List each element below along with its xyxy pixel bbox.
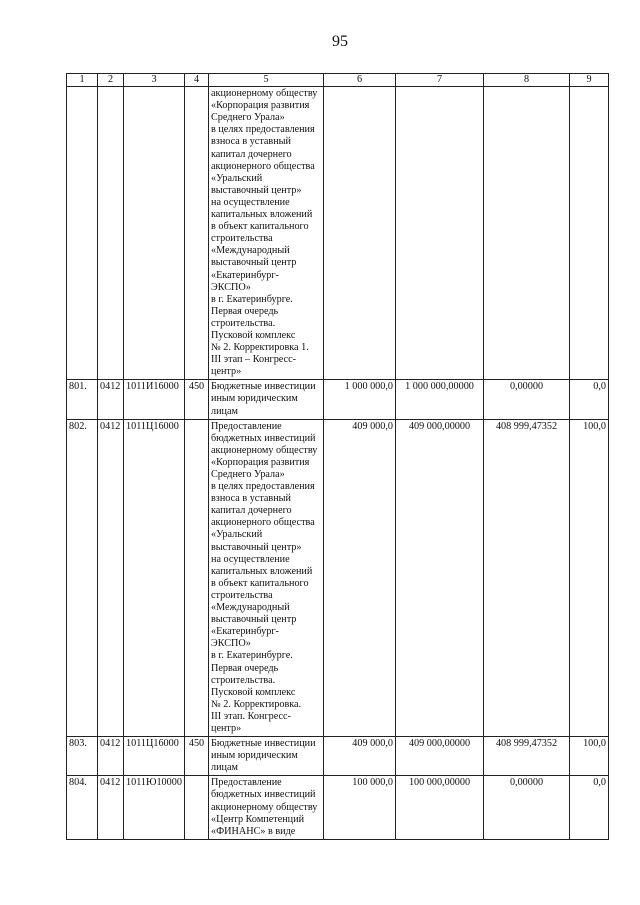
plan-amount-cell: 409 000,0 [324,419,396,736]
approved-amount-cell: 1 000 000,00000 [396,380,484,419]
page-number: 95 [332,33,348,50]
table-row [67,87,609,380]
description-cell: акционерному обществу «Корпорация развития Среднего Урала» в целях предоставления взноса в уставный капитал дочернего акционерного общества «Уральский выставочный центр» на осуществление капитальных вложений в объект капитального строительства «Международный выставочный центр «Екатеринбург- ЭКСПО» в г. Екатеринбурге. Первая очередь строительства. Пусковой комплекс № 2. Корректировка 1. III этап – Конгресс- центр» [209,87,324,380]
budget-table [66,73,609,840]
description-cell: Бюджетные инвестиции иным юридическим лицам [209,737,324,776]
target-code-cell: 1011Ц16000 [124,737,185,776]
target-code-cell: 1011Ю10000 [124,776,185,839]
section-code-cell: 0412 [98,737,124,776]
expense-type-cell [185,419,209,736]
header-cell: 2 [98,74,124,87]
header-cell: 5 [209,74,324,87]
expense-type-cell: 450 [185,380,209,419]
expense-type-cell: 450 [185,737,209,776]
plan-amount-cell: 1 000 000,0 [324,380,396,419]
approved-amount-cell: 409 000,00000 [396,737,484,776]
section-code-cell: 0412 [98,419,124,736]
percent-cell [570,87,609,380]
executed-amount-cell: 0,00000 [484,380,570,419]
approved-amount-cell: 409 000,00000 [396,419,484,736]
executed-amount-cell: 408 999,47352 [484,737,570,776]
header-cell: 1 [67,74,98,87]
header-cell: 8 [484,74,570,87]
target-code-cell: 1011И16000 [124,380,185,419]
percent-cell: 100,0 [570,737,609,776]
section-code-cell [98,87,124,380]
percent-cell: 100,0 [570,419,609,736]
row-number-cell: 804. [67,776,98,839]
executed-amount-cell: 408 999,47352 [484,419,570,736]
plan-amount-cell: 409 000,0 [324,737,396,776]
plan-amount-cell: 100 000,0 [324,776,396,839]
percent-cell: 0,0 [570,776,609,839]
percent-cell: 0,0 [570,380,609,419]
table-row [67,737,609,776]
approved-amount-cell [396,87,484,380]
header-cell: 9 [570,74,609,87]
section-code-cell: 0412 [98,776,124,839]
table-header-row [67,74,609,87]
table-row [67,380,609,419]
row-number-cell: 802. [67,419,98,736]
row-number-cell: 803. [67,737,98,776]
description-cell: Бюджетные инвестиции иным юридическим лицам [209,380,324,419]
table-row [67,776,609,839]
header-cell: 4 [185,74,209,87]
table-row [67,419,609,736]
description-cell: Предоставление бюджетных инвестиций акционерному обществу «Корпорация развития Среднего Урала» в целях предоставления взноса в уставный капитал дочернего акционерного общества «Уральский выставочный центр» на осуществление капитальных вложений в объект капитального строительства «Международный выставочный центр «Екатеринбург- ЭКСПО» в г. Екатеринбурге. Первая очередь строительства. Пусковой комплекс № 2. Корректировка. III этап. Конгресс- центр» [209,419,324,736]
expense-type-cell [185,87,209,380]
plan-amount-cell [324,87,396,380]
approved-amount-cell: 100 000,00000 [396,776,484,839]
header-cell: 7 [396,74,484,87]
executed-amount-cell [484,87,570,380]
executed-amount-cell: 0,00000 [484,776,570,839]
expense-type-cell [185,776,209,839]
header-cell: 6 [324,74,396,87]
row-number-cell [67,87,98,380]
target-code-cell: 1011Ц16000 [124,419,185,736]
description-cell: Предоставление бюджетных инвестиций акционерному обществу «Центр Компетенций «ФИНАНС» в виде [209,776,324,839]
target-code-cell [124,87,185,380]
header-cell: 3 [124,74,185,87]
row-number-cell: 801. [67,380,98,419]
section-code-cell: 0412 [98,380,124,419]
